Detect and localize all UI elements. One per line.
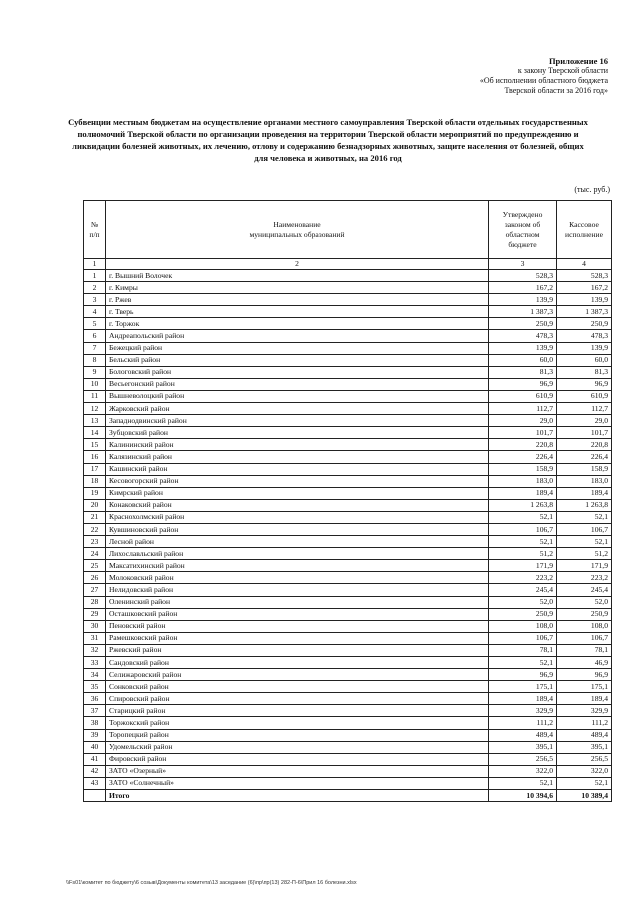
row-approved: 220,8 (489, 439, 557, 451)
table-row (84, 378, 612, 390)
table-row (84, 741, 612, 753)
row-executed: 60,0 (557, 354, 612, 366)
row-number: 31 (84, 632, 106, 644)
row-executed: 322,0 (557, 765, 612, 777)
row-executed: 51,2 (557, 548, 612, 560)
row-executed: 183,0 (557, 475, 612, 487)
row-municipality: Сонковский район (106, 681, 489, 693)
table-row (84, 632, 612, 644)
table-row (84, 729, 612, 741)
row-approved: 189,4 (489, 693, 557, 705)
row-approved: 322,0 (489, 765, 557, 777)
table-row (84, 523, 612, 535)
table-row (84, 403, 612, 415)
table-index-row (84, 259, 612, 270)
row-approved: 171,9 (489, 560, 557, 572)
row-executed: 106,7 (557, 632, 612, 644)
row-executed: 29,0 (557, 415, 612, 427)
row-number: 4 (84, 306, 106, 318)
row-executed: 1 263,8 (557, 499, 612, 511)
row-municipality: Лесной район (106, 536, 489, 548)
row-municipality: г. Вышний Волочек (106, 270, 489, 282)
row-executed: 111,2 (557, 717, 612, 729)
row-number: 24 (84, 548, 106, 560)
table-row (84, 451, 612, 463)
row-number: 2 (84, 282, 106, 294)
row-approved: 256,5 (489, 753, 557, 765)
row-municipality: г. Торжок (106, 318, 489, 330)
row-number: 8 (84, 354, 106, 366)
row-number: 22 (84, 523, 106, 535)
header-number: № п/п (84, 201, 106, 259)
row-executed: 220,8 (557, 439, 612, 451)
row-municipality: Андреапольский район (106, 330, 489, 342)
row-number: 19 (84, 487, 106, 499)
table-row (84, 681, 612, 693)
row-executed: 226,4 (557, 451, 612, 463)
table-row (84, 318, 612, 330)
row-number: 35 (84, 681, 106, 693)
header-name (106, 201, 489, 259)
row-approved: 51,2 (489, 548, 557, 560)
table-row (84, 644, 612, 656)
row-executed: 52,1 (557, 511, 612, 523)
table-row (84, 475, 612, 487)
table-row (84, 620, 612, 632)
row-executed: 489,4 (557, 729, 612, 741)
row-approved: 478,3 (489, 330, 557, 342)
row-number: 12 (84, 403, 106, 415)
table-row (84, 306, 612, 318)
row-municipality: Селижаровский район (106, 669, 489, 681)
row-executed: 139,9 (557, 294, 612, 306)
row-municipality: Калязинский район (106, 451, 489, 463)
row-municipality: Спировский район (106, 693, 489, 705)
row-executed: 250,9 (557, 608, 612, 620)
row-number: 36 (84, 693, 106, 705)
table-total-row (84, 790, 612, 802)
row-municipality: Кувшиновский район (106, 523, 489, 535)
row-approved: 183,0 (489, 475, 557, 487)
row-executed: 329,9 (557, 705, 612, 717)
row-executed: 189,4 (557, 693, 612, 705)
row-municipality: Старицкий район (106, 705, 489, 717)
row-number: 26 (84, 572, 106, 584)
row-executed: 175,1 (557, 681, 612, 693)
row-municipality: Осташковский район (106, 608, 489, 620)
row-approved: 106,7 (489, 632, 557, 644)
row-municipality: Краснохолмский район (106, 511, 489, 523)
row-approved: 175,1 (489, 681, 557, 693)
table-row (84, 536, 612, 548)
row-approved: 52,1 (489, 536, 557, 548)
row-number: 18 (84, 475, 106, 487)
row-approved: 250,9 (489, 318, 557, 330)
row-approved: 245,4 (489, 584, 557, 596)
row-municipality: г. Тверь (106, 306, 489, 318)
row-approved: 167,2 (489, 282, 557, 294)
row-approved: 108,0 (489, 620, 557, 632)
file-path-footer: \\Fs01\комитет по бюджету\6 созыв\Документы комитета\13 заседание (6)\пр\пр(13) 282-П-6\Прил 16 болезни.xlsx (66, 880, 357, 886)
row-approved: 1 387,3 (489, 306, 557, 318)
row-municipality: Фировский район (106, 753, 489, 765)
row-number: 7 (84, 342, 106, 354)
row-approved: 111,2 (489, 717, 557, 729)
row-approved: 223,2 (489, 572, 557, 584)
row-municipality: Бежецкий район (106, 342, 489, 354)
row-approved: 610,9 (489, 390, 557, 402)
row-executed: 223,2 (557, 572, 612, 584)
index-cell: 4 (557, 259, 612, 270)
row-executed: 478,3 (557, 330, 612, 342)
total-executed: 10 389,4 (557, 790, 612, 802)
row-executed: 101,7 (557, 427, 612, 439)
row-approved: 60,0 (489, 354, 557, 366)
row-executed: 256,5 (557, 753, 612, 765)
row-approved: 1 263,8 (489, 499, 557, 511)
row-number: 27 (84, 584, 106, 596)
header-executed: Кассовое исполнение (557, 201, 612, 259)
row-number: 23 (84, 536, 106, 548)
row-municipality: Молоковский район (106, 572, 489, 584)
subventions-table (83, 200, 612, 802)
table-row (84, 463, 612, 475)
row-approved: 112,7 (489, 403, 557, 415)
row-municipality: г. Кимры (106, 282, 489, 294)
table-row (84, 584, 612, 596)
row-executed: 52,0 (557, 596, 612, 608)
table-row (84, 717, 612, 729)
row-number: 20 (84, 499, 106, 511)
row-approved: 101,7 (489, 427, 557, 439)
table-row (84, 511, 612, 523)
document-title: Субвенции местным бюджетам на осуществление органами местного самоуправления Тверской области отдельных государственных полномочий Тверской области по организации проведения на территории Тверской области мероприятий по предупреждению и ликвидации болезней животных, их лечению, отлову и содержанию безнадзорных животных, защите населения от болезней, общих для человека и животных, на 2016 год (68, 117, 588, 163)
table-row (84, 415, 612, 427)
row-approved: 78,1 (489, 644, 557, 656)
row-number: 28 (84, 596, 106, 608)
units-label: (тыс. руб.) (574, 185, 610, 194)
row-approved: 528,3 (489, 270, 557, 282)
table-row (84, 548, 612, 560)
row-executed: 112,7 (557, 403, 612, 415)
row-municipality: Конаковский район (106, 499, 489, 511)
row-municipality: Калининский район (106, 439, 489, 451)
table-row (84, 294, 612, 306)
table-row (84, 330, 612, 342)
row-municipality: Лихославльский район (106, 548, 489, 560)
row-number: 34 (84, 669, 106, 681)
row-municipality: Максатихинский район (106, 560, 489, 572)
table-row (84, 669, 612, 681)
table-row (84, 366, 612, 378)
table-row (84, 693, 612, 705)
table-row (84, 390, 612, 402)
row-executed: 158,9 (557, 463, 612, 475)
row-executed: 78,1 (557, 644, 612, 656)
row-municipality: ЗАТО «Солнечный» (106, 777, 489, 789)
row-number: 37 (84, 705, 106, 717)
row-approved: 329,9 (489, 705, 557, 717)
table-row (84, 427, 612, 439)
table-row (84, 608, 612, 620)
row-approved: 96,9 (489, 378, 557, 390)
row-number: 5 (84, 318, 106, 330)
row-municipality: ЗАТО «Озерный» (106, 765, 489, 777)
index-cell: 3 (489, 259, 557, 270)
row-municipality: Оленинский район (106, 596, 489, 608)
row-approved: 189,4 (489, 487, 557, 499)
total-approved: 10 394,6 (489, 790, 557, 802)
row-number: 32 (84, 644, 106, 656)
row-number: 1 (84, 270, 106, 282)
table-row (84, 596, 612, 608)
row-municipality: Сандовский район (106, 657, 489, 669)
row-municipality: Кесовогорский район (106, 475, 489, 487)
table-row (84, 753, 612, 765)
row-municipality: Бологовский район (106, 366, 489, 378)
header-name-line2: муниципальных образований (249, 229, 345, 239)
row-number: 43 (84, 777, 106, 789)
table-row (84, 439, 612, 451)
row-executed: 52,1 (557, 777, 612, 789)
row-executed: 528,3 (557, 270, 612, 282)
row-executed: 245,4 (557, 584, 612, 596)
row-executed: 46,9 (557, 657, 612, 669)
appendix-number: Приложение 16 (548, 56, 608, 66)
header-name-line1: Наименование (273, 219, 321, 229)
row-approved: 96,9 (489, 669, 557, 681)
row-executed: 171,9 (557, 560, 612, 572)
row-municipality: Удомельский район (106, 741, 489, 753)
row-municipality: Кимрский район (106, 487, 489, 499)
row-executed: 139,9 (557, 342, 612, 354)
row-approved: 52,1 (489, 511, 557, 523)
row-approved: 395,1 (489, 741, 557, 753)
row-number: 25 (84, 560, 106, 572)
table-row (84, 354, 612, 366)
table-row (84, 270, 612, 282)
index-cell: 2 (106, 259, 489, 270)
row-municipality: Нелидовский район (106, 584, 489, 596)
row-number: 33 (84, 657, 106, 669)
row-approved: 489,4 (489, 729, 557, 741)
row-approved: 250,9 (489, 608, 557, 620)
row-executed: 250,9 (557, 318, 612, 330)
table-row (84, 499, 612, 511)
row-municipality: г. Ржев (106, 294, 489, 306)
row-number: 15 (84, 439, 106, 451)
row-approved: 158,9 (489, 463, 557, 475)
row-executed: 167,2 (557, 282, 612, 294)
appendix-law-year: Тверской области за 2016 год» (504, 86, 608, 95)
row-number: 21 (84, 511, 106, 523)
row-executed: 610,9 (557, 390, 612, 402)
row-municipality: Бельский район (106, 354, 489, 366)
table-row (84, 657, 612, 669)
row-approved: 226,4 (489, 451, 557, 463)
row-approved: 52,1 (489, 777, 557, 789)
row-number: 39 (84, 729, 106, 741)
row-approved: 52,1 (489, 657, 557, 669)
header-approved: Утверждено законом об областном бюджете (489, 201, 557, 259)
row-municipality: Вышневолоцкий район (106, 390, 489, 402)
total-number (84, 790, 106, 802)
table-row (84, 342, 612, 354)
table-row (84, 572, 612, 584)
total-label: Итого (106, 790, 489, 802)
row-approved: 139,9 (489, 342, 557, 354)
row-number: 6 (84, 330, 106, 342)
index-cell: 1 (84, 259, 106, 270)
table-row (84, 560, 612, 572)
row-number: 9 (84, 366, 106, 378)
row-number: 38 (84, 717, 106, 729)
row-municipality: Жарковский район (106, 403, 489, 415)
row-executed: 81,3 (557, 366, 612, 378)
row-number: 41 (84, 753, 106, 765)
row-number: 16 (84, 451, 106, 463)
table-row (84, 282, 612, 294)
row-executed: 395,1 (557, 741, 612, 753)
row-executed: 189,4 (557, 487, 612, 499)
row-approved: 106,7 (489, 523, 557, 535)
appendix-header (408, 56, 608, 96)
table-row (84, 487, 612, 499)
row-municipality: Кашинский район (106, 463, 489, 475)
row-executed: 52,1 (557, 536, 612, 548)
row-approved: 81,3 (489, 366, 557, 378)
appendix-law-ref: к закону Тверской области (517, 66, 608, 75)
row-number: 10 (84, 378, 106, 390)
row-approved: 139,9 (489, 294, 557, 306)
table-row (84, 705, 612, 717)
row-municipality: Зубцовский район (106, 427, 489, 439)
row-executed: 1 387,3 (557, 306, 612, 318)
row-executed: 108,0 (557, 620, 612, 632)
row-number: 29 (84, 608, 106, 620)
row-municipality: Ржевский район (106, 644, 489, 656)
row-municipality: Весьегонский район (106, 378, 489, 390)
row-executed: 106,7 (557, 523, 612, 535)
row-number: 14 (84, 427, 106, 439)
row-executed: 96,9 (557, 378, 612, 390)
row-number: 42 (84, 765, 106, 777)
table-header-row (84, 201, 612, 259)
row-executed: 96,9 (557, 669, 612, 681)
table-row (84, 777, 612, 789)
row-number: 3 (84, 294, 106, 306)
row-number: 17 (84, 463, 106, 475)
row-approved: 52,0 (489, 596, 557, 608)
appendix-law-title: «Об исполнении областного бюджета (479, 76, 608, 85)
row-municipality: Рамешковский район (106, 632, 489, 644)
row-municipality: Торжокский район (106, 717, 489, 729)
row-municipality: Торопецкий район (106, 729, 489, 741)
row-approved: 29,0 (489, 415, 557, 427)
row-number: 11 (84, 390, 106, 402)
row-number: 13 (84, 415, 106, 427)
row-municipality: Западнодвинский район (106, 415, 489, 427)
row-number: 40 (84, 741, 106, 753)
row-number: 30 (84, 620, 106, 632)
row-municipality: Пеновский район (106, 620, 489, 632)
table-row (84, 765, 612, 777)
